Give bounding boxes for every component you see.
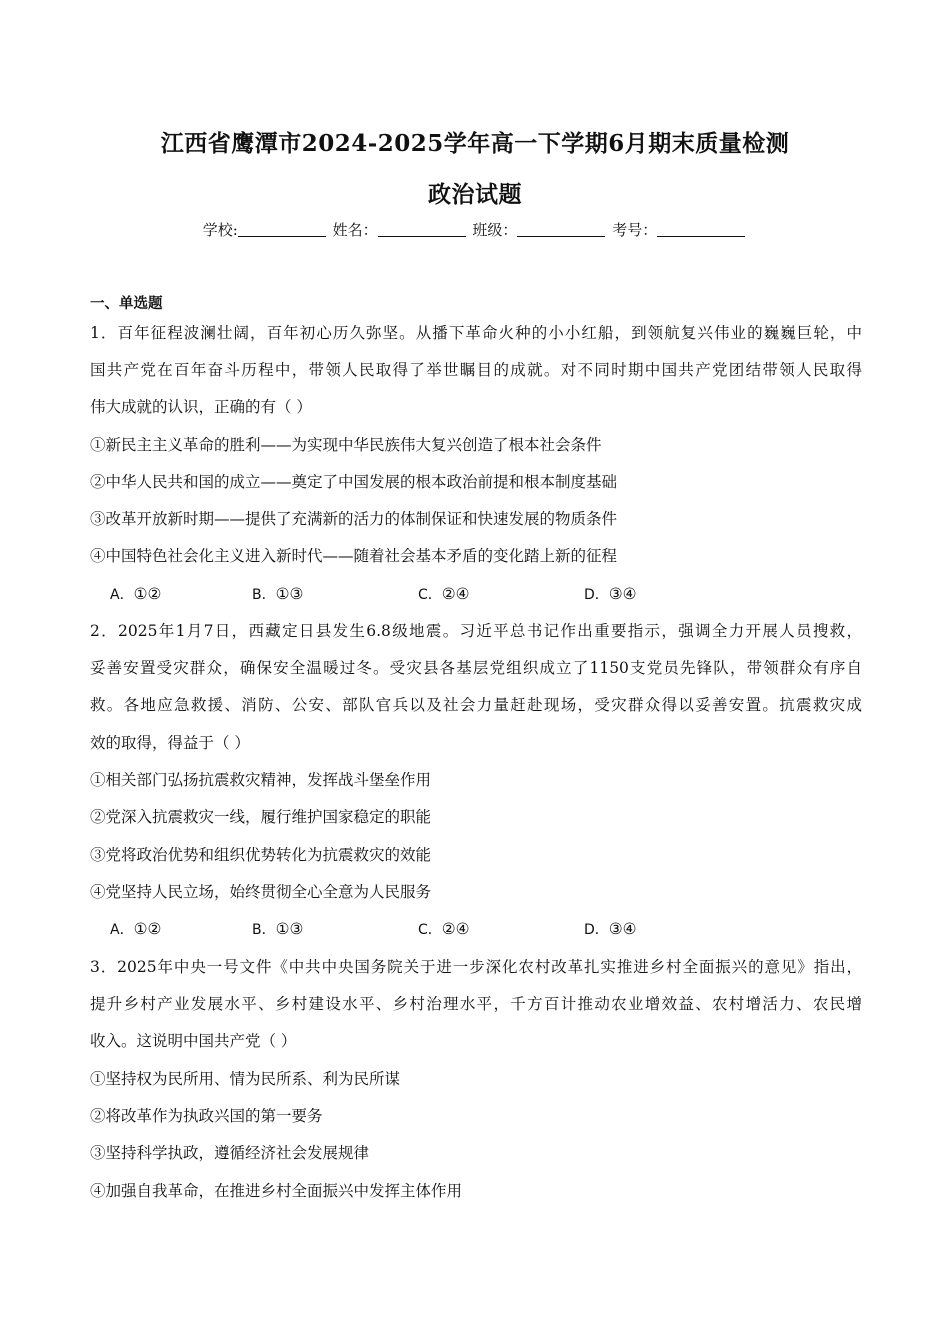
- question-1-option-a[interactable]: [110, 584, 161, 605]
- option-text: ①③: [275, 585, 304, 603]
- question-1-line: 1．百年征程波澜壮阔，百年初心历久弥坚。从播下革命火种的小小红船，到领航复兴伟业的巍巍巨轮，中: [90, 324, 862, 342]
- option-text: ③④: [608, 585, 637, 603]
- option-letter: D．: [584, 922, 609, 938]
- question-2-line: 2．2025年1月7日，西藏定日县发生6.8级地震。习近平总书记作出重要指示，强调全力开展人员搜救，: [90, 622, 862, 640]
- question-1-option-c[interactable]: [418, 584, 470, 605]
- name-label: 姓名：: [332, 221, 378, 239]
- option-text: ②④: [441, 920, 470, 938]
- question-3-statement: ④加强自我革命，在推进乡村全面振兴中发挥主体作用: [90, 1182, 463, 1200]
- question-3-statement: ②将改革作为执政兴国的第一要务: [90, 1107, 323, 1125]
- option-text: ②④: [441, 585, 470, 603]
- exam-title: 江西省鹰潭市2024-2025学年高一下学期6月期末质量检测: [160, 130, 790, 157]
- question-1-line: 国共产党在百年奋斗历程中，带领人民取得了举世瞩目的成就。对不同时期中国共产党团结带领人民取得: [90, 361, 862, 379]
- exam-subject: 政治试题: [428, 181, 522, 208]
- school-label: 学校:: [202, 221, 238, 239]
- option-letter: D．: [584, 587, 609, 603]
- name-blank[interactable]: [378, 222, 466, 237]
- question-2-statement: ④党坚持人民立场，始终贯彻全心全意为人民服务: [90, 883, 432, 901]
- question-3-line: 3．2025年中央一号文件《中共中央国务院关于进一步深化农村改革扎实推进乡村全面振兴的意见》指出，: [90, 958, 862, 976]
- option-letter: C．: [418, 587, 442, 603]
- school-blank[interactable]: [238, 222, 326, 237]
- question-3-statement: ③坚持科学执政，遵循经济社会发展规律: [90, 1144, 370, 1162]
- question-2-line: 妥善安置受灾群众，确保安全温暖过冬。受灾县各基层党组织成立了1150支党员先锋队，带领群众有序自: [90, 659, 862, 677]
- question-2-option-c[interactable]: [418, 919, 470, 940]
- question-1-option-d[interactable]: [584, 584, 637, 605]
- question-2-statement: ②党深入抗震救灾一线，履行维护国家稳定的职能: [90, 808, 432, 826]
- question-2-option-a[interactable]: [110, 919, 161, 940]
- question-3-line: 收入。这说明中国共产党（ ）: [90, 1032, 297, 1050]
- option-letter: B．: [252, 922, 276, 938]
- question-3-line: 提升乡村产业发展水平、乡村建设水平、乡村治理水平，千方百计推动农业增效益、农村增活力、农民增: [90, 995, 862, 1013]
- question-2-line: 救。各地应急救援、消防、公安、部队官兵以及社会力量赶赴现场，受灾群众得以妥善安置。抗震救灾成: [90, 696, 862, 714]
- option-text: ③④: [608, 920, 637, 938]
- question-2-line: 效的取得，得益于（ ）: [90, 734, 250, 752]
- question-1-option-b[interactable]: [252, 584, 303, 605]
- option-letter: C．: [418, 922, 442, 938]
- exam-no-blank[interactable]: [657, 222, 745, 237]
- option-text: ①③: [275, 920, 304, 938]
- class-blank[interactable]: [517, 222, 605, 237]
- question-1-statement: ③改革开放新时期——提供了充满新的活力的体制保证和快速发展的物质条件: [90, 510, 618, 528]
- option-letter: A．: [110, 587, 134, 603]
- option-letter: B．: [252, 587, 276, 603]
- exam-no-label: 考号：: [612, 221, 658, 239]
- class-label: 班级：: [472, 221, 518, 239]
- question-2-option-b[interactable]: [252, 919, 303, 940]
- question-3-statement: ①坚持权为民所用、情为民所系、利为民所谋: [90, 1070, 401, 1088]
- option-text: ①②: [133, 585, 162, 603]
- option-letter: A．: [110, 922, 134, 938]
- option-text: ①②: [133, 920, 162, 938]
- section-title: 一、单选题: [90, 296, 163, 312]
- question-1-statement: ④中国特色社会化主义进入新时代——随着社会基本矛盾的变化踏上新的征程: [90, 547, 618, 565]
- question-2-option-d[interactable]: [584, 919, 637, 940]
- question-2-statement: ③党将政治优势和组织优势转化为抗震救灾的效能: [90, 846, 432, 864]
- question-1-statement: ②中华人民共和国的成立——奠定了中国发展的根本政治前提和根本制度基础: [90, 473, 618, 491]
- question-1-line: 伟大成就的认识，正确的有（ ）: [90, 398, 312, 416]
- question-2-statement: ①相关部门弘扬抗震救灾精神，发挥战斗堡垒作用: [90, 771, 432, 789]
- student-info-row: [0, 219, 950, 240]
- question-1-statement: ①新民主主义革命的胜利——为实现中华民族伟大复兴创造了根本社会条件: [90, 436, 602, 454]
